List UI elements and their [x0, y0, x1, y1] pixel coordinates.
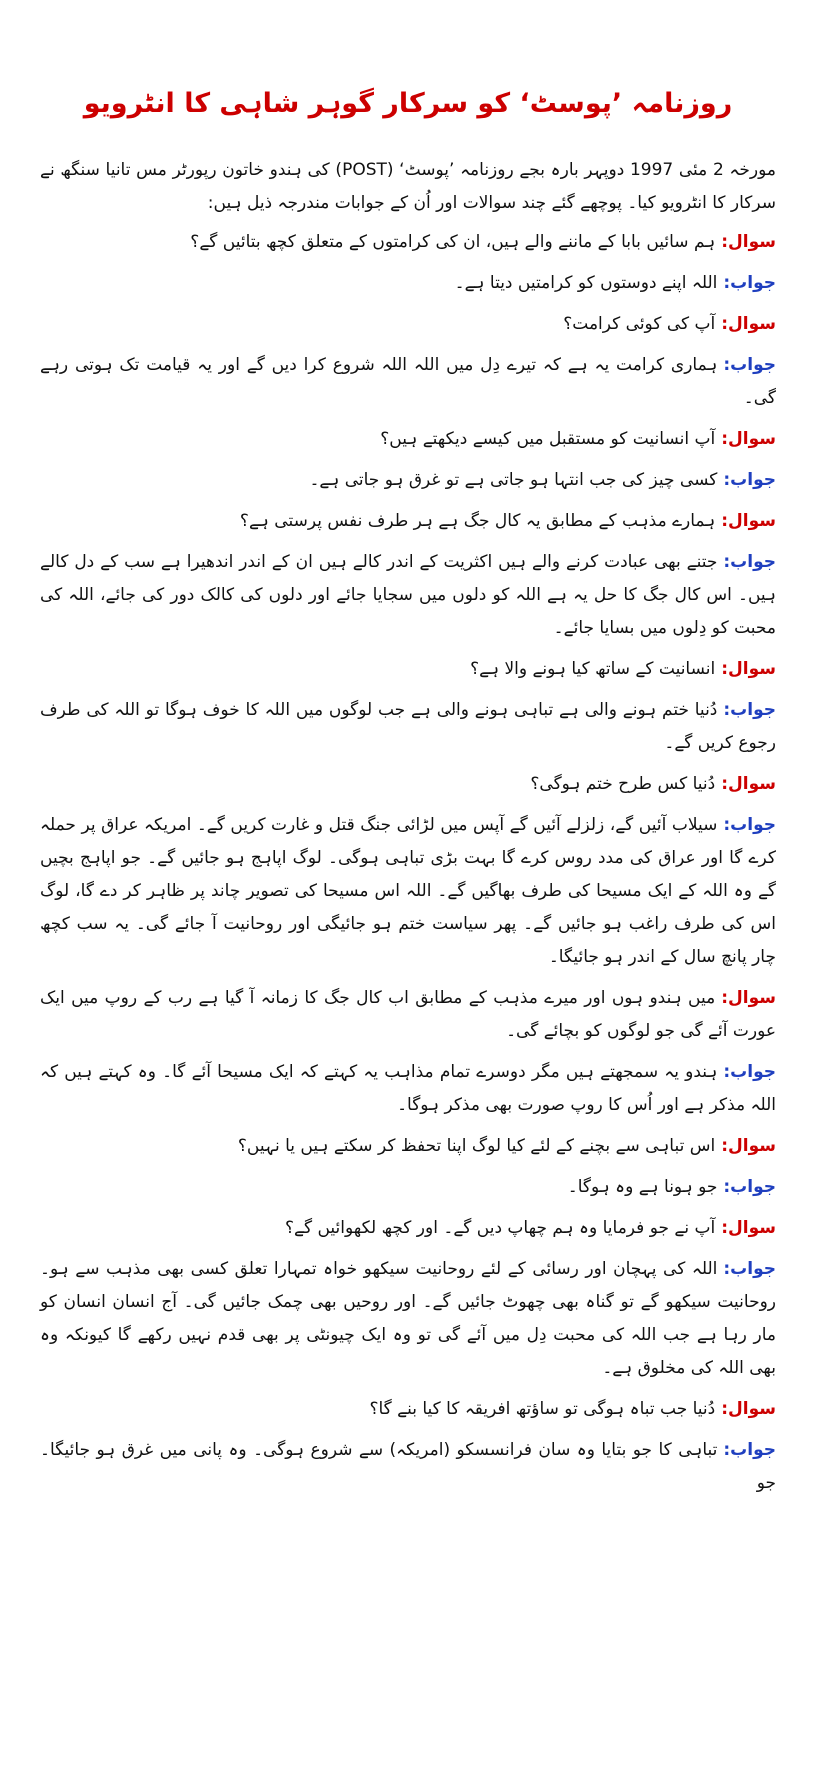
answer-label: جواب:	[723, 1259, 776, 1279]
question-entry	[40, 768, 776, 801]
question-text: آپ انسانیت کو مستقبل میں کیسے دیکھتے ہیں؟	[380, 429, 716, 449]
question-text: دُنیا کس طرح ختم ہوگی؟	[530, 774, 716, 794]
answer-entry	[40, 464, 776, 497]
intro-paragraph: مورخہ 2 مئی 1997 دوپہر بارہ بجے روزنامہ ’پوسٹ‘ (POST) کی ہندو خاتون رپورٹر مس تانیا سنگھ نے سرکار کا انٹرویو کیا۔ پوچھے گئے چند سوالات اور اُن کے جوابات مندرجہ ذیل ہیں:	[40, 160, 776, 213]
question-entry	[40, 1212, 776, 1245]
question-label: سوال:	[721, 659, 776, 679]
answer-entry	[40, 809, 776, 974]
answer-label: جواب:	[723, 470, 776, 490]
question-text: ہم سائیں بابا کے ماننے والے ہیں، ان کی کرامتوں کے متعلق کچھ بتائیں گے؟	[190, 232, 716, 252]
answer-label: جواب:	[723, 355, 776, 375]
answer-label: جواب:	[723, 273, 776, 293]
question-text: آپ نے جو فرمایا وہ ہم چھاپ دیں گے۔ اور کچھ لکھوائیں گے؟	[285, 1218, 716, 1238]
answer-label: جواب:	[723, 1440, 776, 1460]
answer-label: جواب:	[723, 700, 776, 720]
answer-text: جتنے بھی عبادت کرنے والے ہیں اکثریت کے اندر کالے ہیں ان کے اندر اندھیرا ہے سب کے دل کالے ہیں۔ اس کال جگ کا حل یہ ہے اللہ کو دلوں میں سجایا جائے اور دلوں کی کالک دور کی جائے، اللہ کی محبت کو دِلوں میں بسایا جائے۔	[40, 552, 776, 638]
answer-text: کسی چیز کی جب انتہا ہو جاتی ہے تو غرق ہو جاتی ہے۔	[309, 470, 718, 490]
question-text: آپ کی کوئی کرامت؟	[563, 314, 716, 334]
answer-entry	[40, 1056, 776, 1122]
question-text: انسانیت کے ساتھ کیا ہونے والا ہے؟	[470, 659, 716, 679]
question-label: سوال:	[721, 774, 776, 794]
qa-list	[40, 226, 776, 1500]
question-entry	[40, 653, 776, 686]
answer-text: تباہی کا جو بتایا وہ سان فرانسسکو (امریکہ) سے شروع ہوگی۔ وہ پانی میں غرق ہو جائیگا۔ جو	[40, 1440, 776, 1493]
question-label: سوال:	[721, 232, 776, 252]
question-entry	[40, 423, 776, 456]
answer-label: جواب:	[723, 1177, 776, 1197]
answer-text: دُنیا ختم ہونے والی ہے تباہی ہونے والی ہے جب لوگوں میں اللہ کا خوف ہوگا تو اللہ کی طرف رجوع کریں گے۔	[40, 700, 776, 753]
answer-label: جواب:	[723, 1062, 776, 1082]
question-text: میں ہندو ہوں اور میرے مذہب کے مطابق اب کال جگ کا زمانہ آ گیا ہے رب کے روپ میں ایک عورت آئے گی جو لوگوں کو بچائے گی۔	[40, 988, 776, 1041]
question-entry	[40, 1130, 776, 1163]
question-entry	[40, 308, 776, 341]
answer-label: جواب:	[723, 552, 776, 572]
answer-text: اللہ اپنے دوستوں کو کرامتیں دیتا ہے۔	[454, 273, 718, 293]
answer-entry	[40, 267, 776, 300]
question-label: سوال:	[721, 429, 776, 449]
question-label: سوال:	[721, 1399, 776, 1419]
answer-entry	[40, 1434, 776, 1500]
answer-text: اللہ کی پہچان اور رسائی کے لئے روحانیت سیکھو خواہ تمہارا تعلق کسی بھی مذہب سے ہو۔ روحانیت سیکھو گے تو گناہ بھی چھوٹ جائیں گے۔ اور روحیں بھی چمک جائیں گی۔ آج انسان انسان کو مار رہا ہے جب اللہ کی محبت دِل میں آئے گی تو وہ ایک چیونٹی پر بھی قدم نہیں رکھے گا کیونکہ وہ بھی اللہ کی مخلوق ہے۔	[40, 1259, 776, 1378]
answer-text: جو ہونا ہے وہ ہوگا۔	[567, 1177, 718, 1197]
question-text: اس تباہی سے بچنے کے لئے کیا لوگ اپنا تحفظ کر سکتے ہیں یا نہیں؟	[237, 1136, 716, 1156]
page-title: روزنامہ ’پوسٹ‘ کو سرکار گوہر شاہی کا انٹرویو	[83, 88, 733, 119]
answer-entry	[40, 546, 776, 645]
document-page	[40, 0, 776, 1776]
question-entry	[40, 982, 776, 1048]
answer-text: ہندو یہ سمجھتے ہیں مگر دوسرے تمام مذاہب یہ کہتے کہ ایک مسیحا آئے گا۔ وہ کہتے ہیں کہ اللہ مذکر ہے اور اُس کا روپ صورت بھی مذکر ہوگا۔	[40, 1062, 776, 1115]
question-entry	[40, 505, 776, 538]
question-text: ہمارے مذہب کے مطابق یہ کال جگ ہے ہر طرف نفس پرستی ہے؟	[239, 511, 716, 531]
answer-entry	[40, 1253, 776, 1385]
question-label: سوال:	[721, 988, 776, 1008]
answer-entry	[40, 1171, 776, 1204]
answer-text: سیلاب آئیں گے، زلزلے آئیں گے آپس میں لڑائی جنگ قتل و غارت کریں گے۔ امریکہ عراق پر حملہ کرے گا اور عراق کی مدد روس کرے گا بہت بڑی تباہی ہوگی۔ لوگ اپاہج ہو جائیں گے۔ جو اپاہج بچیں گے وہ اللہ کے ایک مسیحا کی طرف بھاگیں گے۔ اللہ اس مسیحا کی تصویر چاند پر ظاہر کر دے گا، لوگ اس کی طرف راغب ہو جائیں گے۔ پھر سیاست ختم ہو جائیگی اور روحانیت آ جائے گی۔ یہ سب کچھ چار پانچ سال کے اندر ہو جائیگا۔	[40, 815, 776, 967]
question-text: دُنیا جب تباہ ہوگی تو ساؤتھ افریقہ کا کیا بنے گا؟	[369, 1399, 716, 1419]
question-label: سوال:	[721, 314, 776, 334]
question-entry	[40, 1393, 776, 1426]
question-label: سوال:	[721, 1218, 776, 1238]
question-entry	[40, 226, 776, 259]
answer-text: ہماری کرامت یہ ہے کہ تیرے دِل میں اللہ اللہ شروع کرا دیں گے اور یہ قیامت تک ہوتی رہے گی۔	[40, 355, 776, 408]
question-label: سوال:	[721, 1136, 776, 1156]
answer-entry	[40, 349, 776, 415]
answer-entry	[40, 694, 776, 760]
answer-label: جواب:	[723, 815, 776, 835]
question-label: سوال:	[721, 511, 776, 531]
